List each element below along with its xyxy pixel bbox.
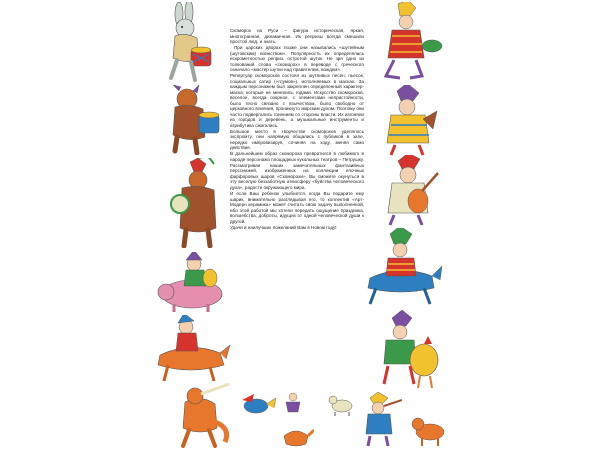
- jester-horn-blower-illustration: [360, 392, 402, 448]
- small-dog-illustration: [410, 410, 450, 446]
- paragraph-5: В дальнейшем образ скомороха превратился в любимого в народе персонажа площадных кукольных театров – Петрушку.: [230, 151, 364, 162]
- jester-with-guitar-illustration: [378, 155, 444, 227]
- fox-horn-player-illustration: [165, 382, 235, 448]
- paragraph-8: Удачи и наилучших пожеланий Вам в Новом году!: [230, 224, 337, 230]
- jester-on-pig-illustration: [152, 252, 230, 314]
- bear-with-drum-illustration: [165, 85, 225, 155]
- bear-with-tambourine-illustration: [168, 158, 230, 248]
- paragraph-1: Скоморох на Руси – фигура историческая, яркая, многогранная, динамичная. Их репризы всегда смешили простой люд, и знать.: [230, 28, 364, 44]
- jester-with-balalaika-illustration: [375, 85, 441, 157]
- paragraph-7: И если Ваш ребенок улыбнется, когда Вы подарите ему шарик, внимательно разглядывая его, то коллектив «Арт-Модерн керамика» может считать свою задачу выполненной, ибо этой работой мы хотели передать ощущение праздника, волшебства, доброты, идущих от одной человеческой души к другой.: [230, 191, 364, 224]
- small-dancer-illustration: [282, 392, 304, 414]
- paragraph-3: Репертуар скоморохов состоял из шутливых песен, пьесок, социальных сатир («глумов»), исполняемых в масках. За каждым персонажем был закреплен определенный характер-маска, которые не менялись годами. Искусство скоморохов, веселое, всегда озорное, с элементами непристойности, было тесно связано с язычеством, было свободно от церковного влияния, проникнуто мирским духом. Поэтому они часто подвергались гонениям со стороны власти. Их изгоняли из городов и деревень, а музыкальные инструменты и атрибутика сжигались.: [230, 73, 364, 128]
- paragraph-2: При царских дворах позже они назывались «шутейным (шутовским) воинством». Популярность их определялась искрометностью реприз, остротой шуток. Не зря одно из толкований слова «скоморох» в переводе с греческого означало «мастер шутки над правителем, вождем».: [230, 45, 364, 73]
- small-fox-illustration: [280, 418, 314, 448]
- hare-drummer-illustration: [155, 2, 225, 84]
- text-column: [230, 28, 364, 231]
- paragraph-6: Рассматривая наших замечательных фантазийных персонажей, изображенных на коллекции елочных фарфоровых шаров «Скоморохи», Вы сможете окунуться в эту веселую беззаботную атмосферу «буйства человеческого духа», радости окружающего мира.: [230, 162, 364, 190]
- small-bird-jester-illustration: [238, 392, 278, 418]
- jester-with-rooster-illustration: [372, 310, 444, 390]
- paragraph-4: Большое место в творчестве скоморохов уделялось экспромту, они напрямую общались с публикой в зале, нередко импровизируя, сочиняя на ходу, меняя само действие.: [230, 128, 364, 151]
- jester-with-bird-illustration: [372, 2, 446, 82]
- jester-on-fox-illustration: [150, 315, 232, 385]
- jester-on-horse-illustration: [360, 228, 445, 306]
- small-goat-illustration: [327, 392, 357, 416]
